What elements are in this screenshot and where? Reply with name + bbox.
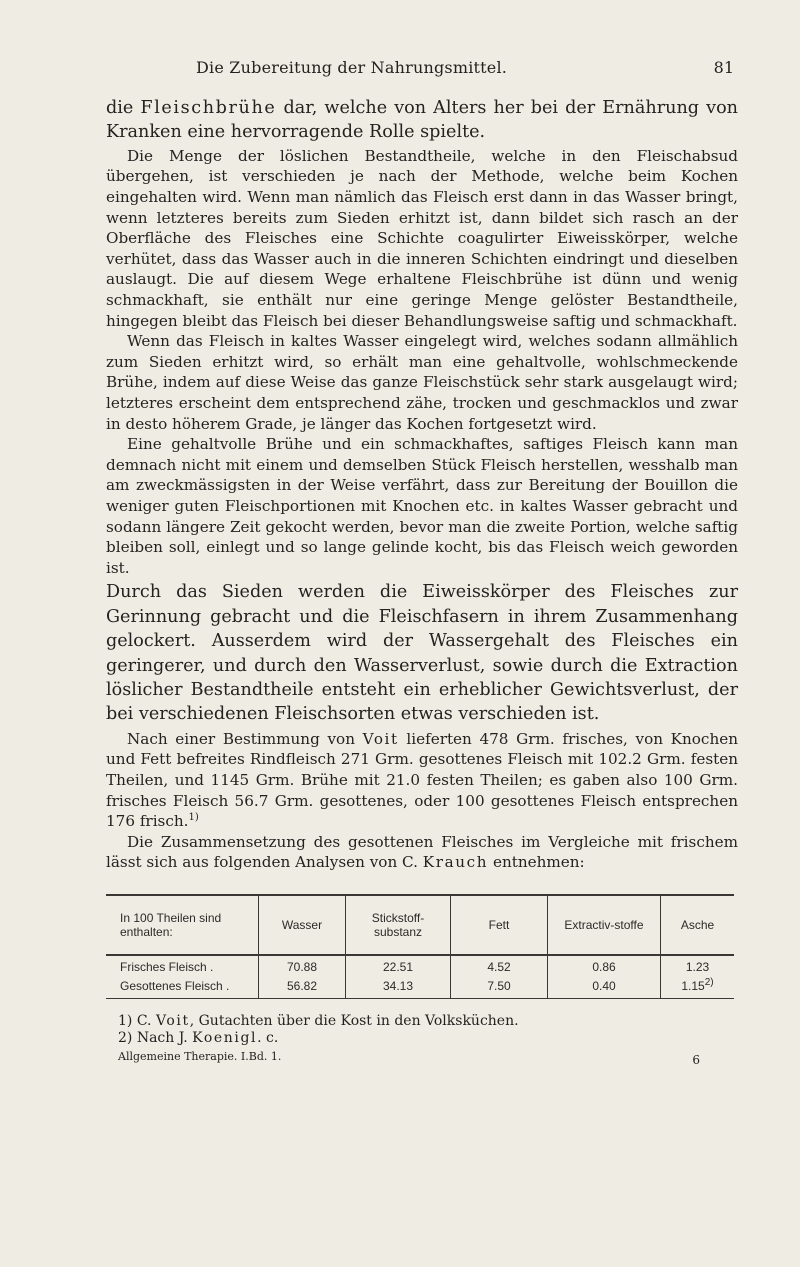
table-row bbox=[106, 955, 734, 975]
table-cell: 1.23 bbox=[661, 955, 735, 975]
column-header: Stickstoff-substanz bbox=[346, 895, 451, 955]
author-name: Krauch bbox=[422, 853, 489, 872]
running-title: Die Zubereitung der Nahrungsmittel. bbox=[196, 58, 508, 77]
footnote-2 bbox=[118, 1030, 738, 1047]
table-cell bbox=[661, 975, 735, 999]
text-run: lieferten 478 Grm. frisches, von Knochen und Fett befreites Rindfleisch 271 Grm. gesottenes Fleisch mit 102.2 Grm. festen Theilen, und 1145 Grm. Brühe mit 21.0 festen Theilen; es gaben also 100 Grm. frisches Fleisch 56.7 Grm. gesottenes, oder 100 gesottenes Fleisch entsprechen 176 frisch. bbox=[106, 729, 738, 831]
table-cell: 0.40 bbox=[548, 975, 661, 999]
author-name: Voit bbox=[155, 1012, 190, 1029]
text-run: dar, welche von Alters her bei der Ernährung von Kranken eine hervorragende Rolle spielte. bbox=[106, 98, 738, 143]
imprint: Allgemeine Therapie. I.Bd. 1. bbox=[118, 1049, 282, 1063]
column-header: Extractiv-stoffe bbox=[548, 895, 661, 955]
table-cell: 7.50 bbox=[451, 975, 548, 999]
footnote-marker: 2) bbox=[704, 976, 714, 988]
table-header-row bbox=[106, 895, 734, 955]
text-run: entnehmen: bbox=[488, 853, 585, 872]
column-header: Asche bbox=[661, 895, 735, 955]
table-cell: 0.86 bbox=[548, 955, 661, 975]
footnote-marker: 1) bbox=[188, 812, 199, 824]
paragraph-boiling-effects: Durch das Sieden werden die Eiweisskörper des Fleisches zur Gerinnung gebracht und die Fleischfasern in ihrem Zusammenhang gelockert. Ausserdem wird der Wassergehalt des Fleisches ein geringerer, und durch den Wasserverlust, sowie durch die Extraction löslicher Bestandtheile entsteht ein erheblicher Gewichtsverlust, der bei verschiedenen Fleischsorten etwas verschieden ist. bbox=[106, 582, 738, 725]
spaced-term: Fleischbrühe bbox=[140, 98, 277, 118]
paragraph-extraction-methods: Die Menge der löslichen Bestandtheile, welche in den Fleischabsud übergehen, ist verschieden je nach der Methode, welche beim Kochen eingehalten wird. Wenn man nämlich das Fleisch erst dann in das Wasser bringt, wenn letzteres bereits zum Sieden erhitzt ist, dann bildet sich rasch an der Oberfläche des Fleisches eine Schichte coagulirter Eiweisskörper, welche verhütet, dass das Wasser auch in die inneren Schichten eindringt und dieselben auslaugt. Die auf diesem Wege erhaltene Fleischbrühe ist dünn und wenig schmackhaft, sie enthält nur eine geringe Menge gelöster Bestandtheile, hingegen bleibt das Fleisch bei dieser Behandlungsweise saftig und schmackhaft. bbox=[106, 146, 738, 330]
footnote-number: 2) bbox=[118, 1029, 133, 1046]
text-run: Die Zusammensetzung des gesottenen Fleisches im Vergleiche mit frischem lässt sich aus folgenden Analysen von C. bbox=[106, 832, 738, 872]
table-row bbox=[106, 975, 734, 999]
row-label: Gesottenes Fleisch . bbox=[106, 975, 259, 999]
text-run: , Gutachten über die Kost in den Volksküchen. bbox=[189, 1012, 519, 1029]
paragraph-fleischbruehe bbox=[106, 96, 738, 145]
table-cell: 56.82 bbox=[259, 975, 346, 999]
paragraph-cold-water: Wenn das Fleisch in kaltes Wasser eingelegt wird, welches sodann allmählich zum Sieden erhitzt wird, so erhält man eine gehaltvolle, wohlschmeckende Brühe, indem auf diese Weise das ganze Fleischstück sehr stark ausgelaugt wird; letzteres erscheint dem entsprechend zähe, trocken und geschmacklos und zwar in desto höherem Grade, je länger das Kochen fortgesetzt wird. bbox=[106, 332, 738, 433]
signature-mark: 6 bbox=[692, 1052, 700, 1067]
imprint-row bbox=[118, 1047, 738, 1065]
paragraph-composition-intro bbox=[106, 832, 738, 873]
table-cell: 4.52 bbox=[451, 955, 548, 975]
page-number: 81 bbox=[713, 58, 734, 77]
table-cell: 70.88 bbox=[259, 955, 346, 975]
text-run: . c. bbox=[257, 1029, 279, 1046]
column-header: Fett bbox=[451, 895, 548, 955]
author-name: Koenigl bbox=[192, 1029, 258, 1046]
footnote-number: 1) bbox=[118, 1012, 133, 1029]
column-header-label: In 100 Theilen sind enthalten: bbox=[106, 895, 259, 955]
paragraph-voit-measurement bbox=[106, 729, 738, 832]
paragraph-bouillon-preparation: Eine gehaltvolle Brühe und ein schmackhaftes, saftiges Fleisch kann man demnach nicht mit einem und demselben Stück Fleisch herstellen, wesshalb man am zweckmässigsten in der Weise verfährt, dass zur Bereitung der Bouillon die weniger guten Fleischportionen mit Knochen etc. in kaltes Wasser gebracht und sodann längere Zeit gekocht werden, bevor man die zweite Portion, welche saftig bleiben soll, einlegt und so lange gelinde kocht, bis das Fleisch weich geworden ist. bbox=[106, 435, 738, 577]
text-run: Nach J. bbox=[136, 1029, 193, 1046]
table-cell: 34.13 bbox=[346, 975, 451, 999]
row-label: Frisches Fleisch . bbox=[120, 959, 214, 974]
text-run: Nach einer Bestimmung von bbox=[127, 729, 363, 748]
text-run: die bbox=[106, 98, 141, 118]
column-header: Wasser bbox=[259, 895, 346, 955]
running-head bbox=[196, 58, 734, 82]
footnote-1 bbox=[118, 1013, 738, 1030]
footnotes bbox=[106, 1013, 738, 1065]
cell-value: 1.15 bbox=[681, 978, 705, 993]
table-cell: 22.51 bbox=[346, 955, 451, 975]
text-run: C. bbox=[136, 1012, 156, 1029]
page-content bbox=[106, 96, 738, 1065]
composition-table bbox=[106, 894, 734, 999]
author-name: Voit bbox=[362, 729, 399, 748]
